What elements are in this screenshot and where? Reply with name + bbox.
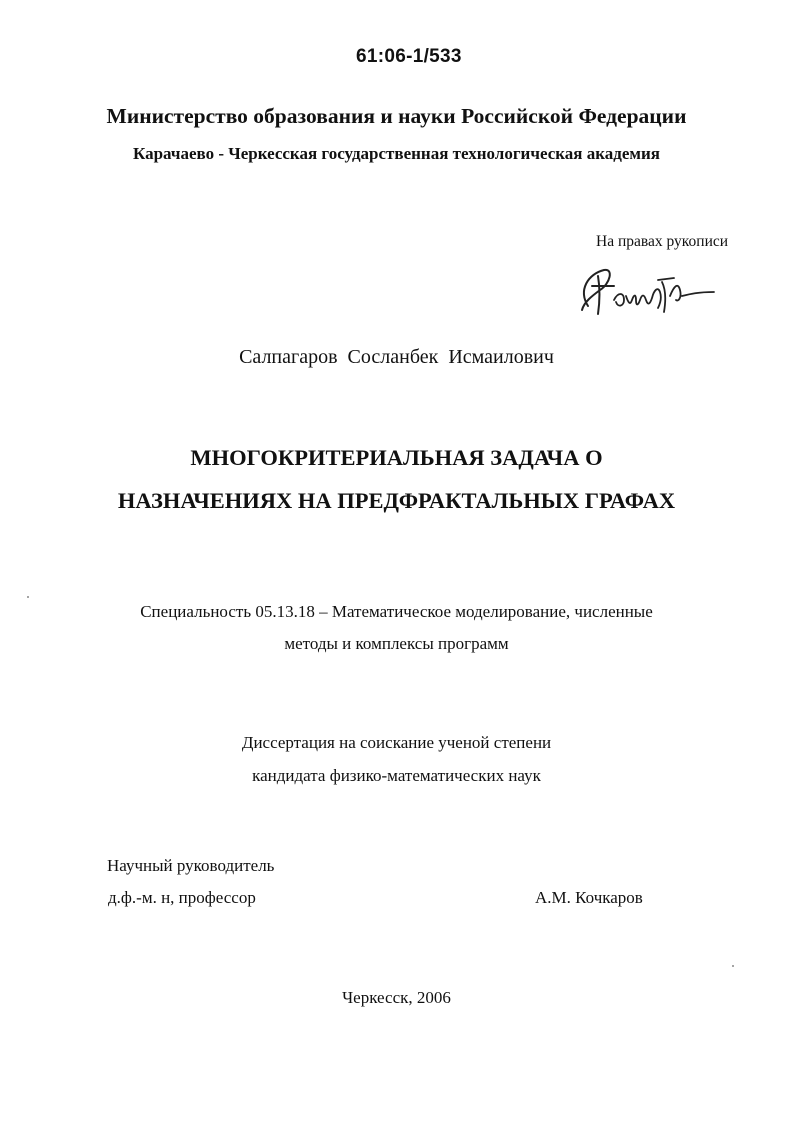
dissertation-title: [0, 436, 793, 522]
specialty-line: Специальность 05.13.18 – Математическое моделирование, численные: [140, 602, 653, 621]
title-line: МНОГОКРИТЕРИАЛЬНАЯ ЗАДАЧА О: [190, 445, 603, 470]
specialty-block: [0, 596, 793, 660]
degree-line: кандидата физико-математических наук: [252, 766, 541, 785]
manuscript-rights-note: На правах рукописи: [596, 233, 729, 250]
title-line: НАЗНАЧЕНИЯХ НА ПРЕДФРАКТАЛЬНЫХ ГРАФАХ: [117, 488, 676, 513]
author-name: Салпагаров Сосланбек Исмаилович: [239, 346, 554, 368]
supervisor-degree: д.ф.-м. н, профессор: [108, 888, 256, 907]
city-year: Черкесск, 2006: [342, 988, 451, 1007]
specialty-line: методы и комплексы программ: [284, 634, 509, 653]
scan-speck: [732, 965, 734, 967]
supervisor-label: Научный руководитель: [107, 856, 275, 875]
author-signature: [574, 256, 724, 322]
academy-heading: Карачаево - Черкесская государственная технологическая академия: [133, 144, 660, 163]
scan-speck: [27, 596, 29, 598]
degree-line: Диссертация на соискание ученой степени: [241, 733, 552, 752]
supervisor-name: А.М. Кочкаров: [535, 888, 643, 907]
degree-block: [0, 726, 793, 792]
ministry-heading: Министерство образования и науки Российской Федерации: [106, 104, 687, 128]
archive-code: 61:06-1/533: [356, 46, 462, 67]
